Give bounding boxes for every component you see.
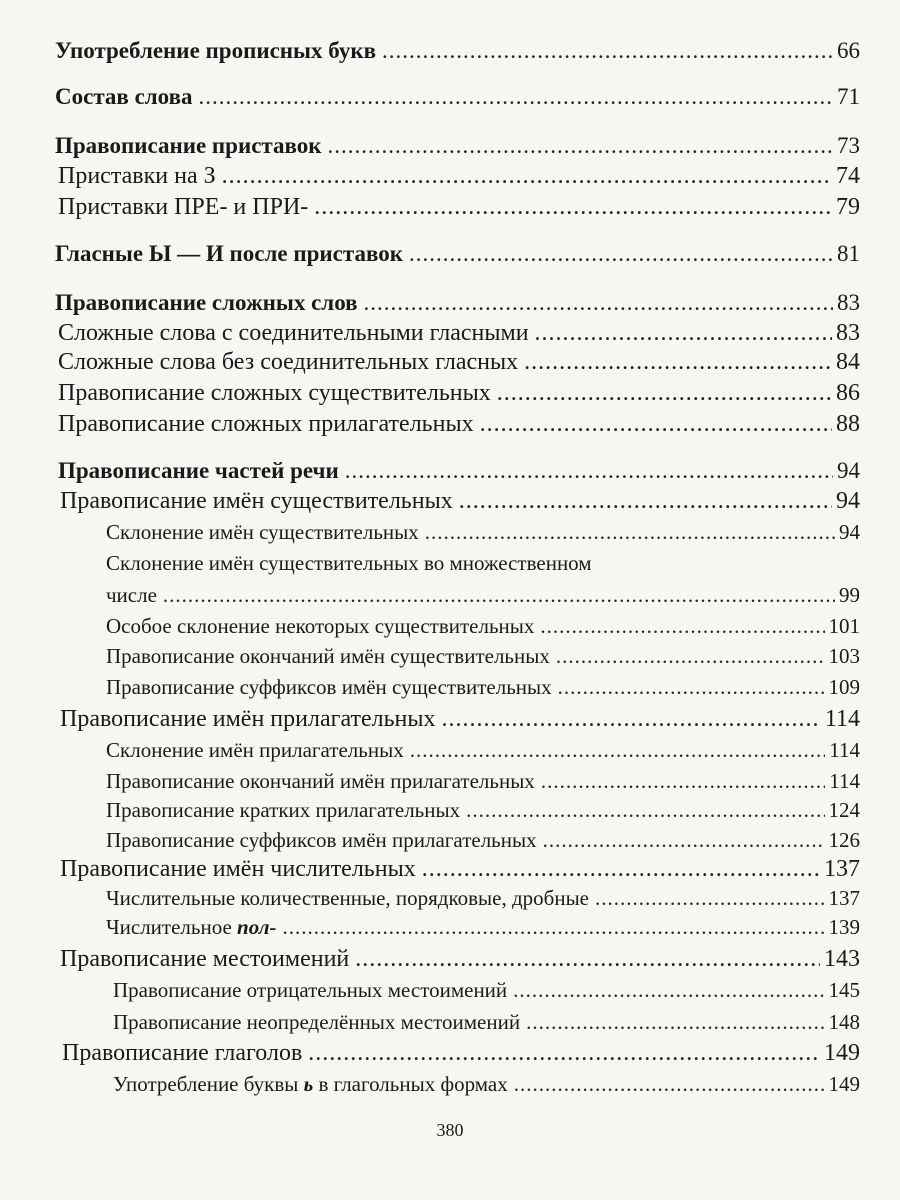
leader-dots <box>595 883 825 913</box>
toc-entry <box>58 161 860 191</box>
toc-entry-title-text-after: в глагольных формах <box>313 1072 508 1096</box>
toc-entry-title: Правописание неопределённых местоимений <box>113 1010 521 1034</box>
toc-entry-title <box>106 912 276 942</box>
leader-dots <box>382 36 833 66</box>
toc-entry <box>60 486 860 516</box>
toc-entry-title: Особое склонение некоторых существительных <box>106 614 535 638</box>
toc-entry-title: Правописание сложных существительных <box>58 380 491 406</box>
toc-entry <box>58 378 860 408</box>
toc-entry-title-text: Употребление буквы <box>113 1072 304 1096</box>
leader-dots <box>514 1069 825 1099</box>
toc-entry-page: 94 <box>839 520 860 544</box>
toc-entry-page: 149 <box>824 1040 860 1066</box>
toc-entry-page: 79 <box>836 194 860 220</box>
toc-entry-page: 143 <box>824 946 860 972</box>
leader-dots <box>442 704 821 734</box>
toc-entry-page: 103 <box>828 644 860 668</box>
leader-dots <box>526 1007 824 1037</box>
toc-entry-page: 148 <box>828 1010 860 1034</box>
toc-entry <box>62 1038 860 1068</box>
toc-entry-title: Правописание местоимений <box>60 946 350 972</box>
toc-entry-title: Гласные Ы — И после приставок <box>55 241 403 266</box>
page-number: 380 <box>436 1120 464 1140</box>
toc-entry <box>55 36 860 66</box>
toc-entry-title: Правописание имён числительных <box>60 856 416 882</box>
toc-entry <box>106 825 860 855</box>
toc-entry <box>113 1069 860 1099</box>
toc-entry <box>60 944 860 974</box>
toc-entry <box>55 239 860 269</box>
toc-entry-title: Правописание окончаний имён существительных <box>106 644 550 668</box>
toc-entry-title: Склонение имён существительных во множественном <box>106 551 592 575</box>
toc-entry-page: 94 <box>836 488 860 514</box>
leader-dots <box>543 825 825 855</box>
leader-dots <box>497 378 832 408</box>
toc-entry <box>55 131 860 161</box>
leader-dots <box>540 611 824 641</box>
toc-entry-page: 73 <box>837 133 860 158</box>
leader-dots <box>199 82 833 112</box>
toc-entry <box>58 318 860 348</box>
toc-entry-emphasis: пол- <box>237 915 277 939</box>
leader-dots <box>410 735 826 765</box>
leader-dots <box>328 131 834 161</box>
leader-dots <box>422 854 820 884</box>
toc-entry-page: 88 <box>836 411 860 437</box>
toc-entry-page: 99 <box>839 583 860 607</box>
leader-dots <box>425 517 835 547</box>
toc-entry-page: 101 <box>828 614 860 638</box>
leader-dots <box>480 409 832 439</box>
toc-entry <box>113 975 860 1005</box>
leader-dots <box>222 161 832 191</box>
toc-entry-title: Правописание окончаний имён прилагательных <box>106 769 535 793</box>
leader-dots <box>556 641 825 671</box>
toc-entry-page: 86 <box>836 380 860 406</box>
toc-entry-title-continuation: числе <box>106 583 157 607</box>
toc-entry <box>60 854 860 884</box>
toc-entry <box>58 456 860 486</box>
leader-dots <box>364 288 833 318</box>
toc-entry-page: 114 <box>829 769 860 793</box>
toc-entry-page: 94 <box>837 458 860 483</box>
toc-entry-title: Числительные количественные, порядковые, дробные <box>106 886 589 910</box>
leader-dots <box>459 486 832 516</box>
toc-entry <box>58 347 860 377</box>
toc-entry-title-text: Числительное <box>106 915 238 939</box>
toc-entry-page: 83 <box>837 290 860 315</box>
toc-entry <box>55 82 860 112</box>
toc-entry-page: 124 <box>828 798 860 822</box>
toc-entry <box>60 704 860 734</box>
leader-dots <box>163 580 835 610</box>
toc-entry-title: Правописание имён существительных <box>60 488 453 514</box>
toc-entry <box>106 672 860 702</box>
toc-entry-title: Правописание суффиксов имён существительных <box>106 675 552 699</box>
toc-entry-page: 137 <box>824 856 860 882</box>
toc-entry-page: 139 <box>828 915 860 939</box>
leader-dots <box>308 1038 820 1068</box>
toc-entry <box>106 735 860 765</box>
toc-entry-title: Правописание сложных слов <box>55 290 358 315</box>
toc-entry <box>106 766 860 796</box>
toc-entry-title: Правописание сложных прилагательных <box>58 411 474 437</box>
toc-entry-title: Приставки ПРЕ- и ПРИ- <box>58 194 309 220</box>
leader-dots <box>541 766 825 796</box>
toc-entry-page: 74 <box>836 163 860 189</box>
toc-entry-title <box>113 1069 508 1099</box>
toc-entry-title: Правописание кратких прилагательных <box>106 798 461 822</box>
toc-entry-title: Правописание отрицательных местоимений <box>113 978 508 1002</box>
toc-entry-emphasis: ь <box>303 1072 314 1096</box>
leader-dots <box>409 239 833 269</box>
leader-dots <box>535 318 832 348</box>
toc-entry-title: Правописание глаголов <box>62 1040 303 1066</box>
leader-dots <box>524 347 832 377</box>
toc-entry-page: 114 <box>829 738 860 762</box>
leader-dots <box>345 456 833 486</box>
leader-dots <box>513 975 824 1005</box>
toc-entry-page: 149 <box>828 1072 860 1096</box>
toc-entry-title: Правописание частей речи <box>58 458 339 483</box>
toc-entry <box>113 1007 860 1037</box>
leader-dots <box>558 672 825 702</box>
toc-entry <box>106 795 860 825</box>
toc-entry-title: Склонение имён прилагательных <box>106 738 404 762</box>
toc-entry <box>58 192 860 222</box>
toc-entry-page: 137 <box>828 886 860 910</box>
toc-entry-page: 114 <box>824 706 860 732</box>
toc-entry-page: 81 <box>837 241 860 266</box>
leader-dots <box>314 192 832 222</box>
toc-entry-title: Приставки на З <box>58 163 216 189</box>
toc-entry-page: 84 <box>836 349 860 375</box>
toc-entry-page: 126 <box>828 828 860 852</box>
toc-entry-title: Правописание имён прилагательных <box>60 706 436 732</box>
toc-entry <box>106 912 860 942</box>
toc-entry-title: Употребление прописных букв <box>55 38 377 63</box>
toc-entry <box>106 611 860 641</box>
toc-entry-title: Сложные слова без соединительных гласных <box>58 349 519 375</box>
toc-entry-page: 109 <box>828 675 860 699</box>
toc-entry <box>106 641 860 671</box>
toc-entry <box>106 883 860 913</box>
toc-entry <box>106 580 860 610</box>
toc-entry-page: 71 <box>837 84 860 109</box>
toc-entry <box>55 288 860 318</box>
leader-dots <box>466 795 824 825</box>
toc-entry-title: Сложные слова с соединительными гласными <box>58 320 529 346</box>
toc-entry-title: Склонение имён существительных <box>106 520 419 544</box>
leader-dots <box>355 944 820 974</box>
toc-entry-page: 66 <box>837 38 860 63</box>
toc-entry <box>106 517 860 547</box>
toc-entry-title: Правописание суффиксов имён прилагательных <box>106 828 537 852</box>
leader-dots <box>282 912 824 942</box>
toc-entry <box>58 409 860 439</box>
toc-entry-title: Состав слова <box>55 84 193 109</box>
toc-entry-title: Правописание приставок <box>55 133 322 158</box>
toc-entry-page: 83 <box>836 320 860 346</box>
toc-entry-page: 145 <box>828 978 860 1002</box>
